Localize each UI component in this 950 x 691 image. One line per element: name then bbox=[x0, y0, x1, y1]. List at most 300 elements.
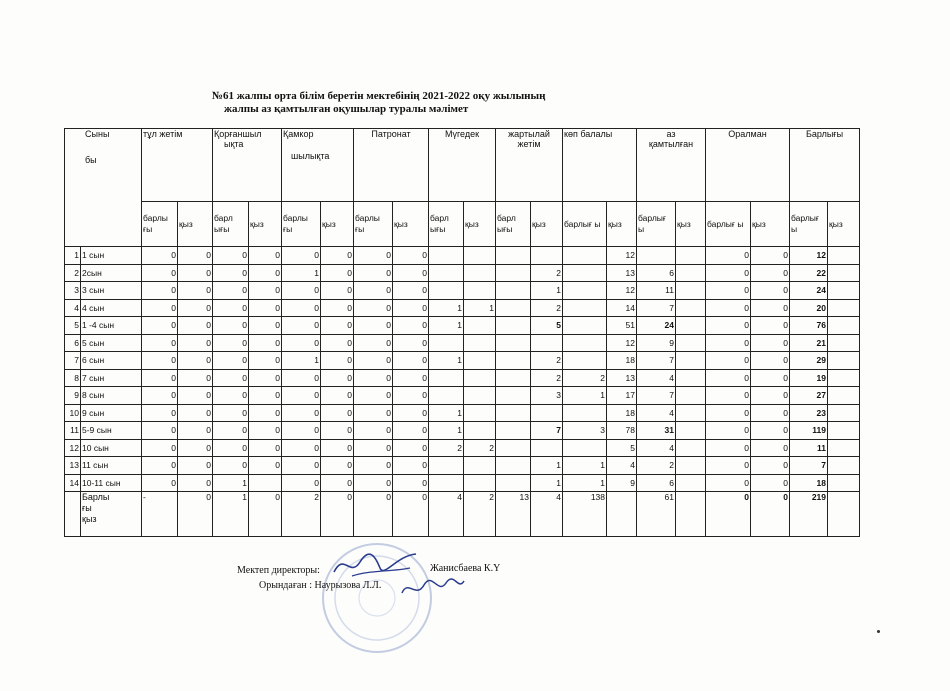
total-cell: 4 bbox=[531, 492, 563, 537]
table-cell: 0 bbox=[751, 247, 790, 265]
table-cell bbox=[531, 334, 563, 352]
row-number: 14 bbox=[65, 474, 81, 492]
table-cell: 0 bbox=[249, 334, 282, 352]
table-cell: 0 bbox=[321, 282, 354, 300]
table-cell: 0 bbox=[393, 334, 429, 352]
table-cell: 1 bbox=[563, 457, 607, 475]
table-cell: 0 bbox=[321, 352, 354, 370]
table-cell bbox=[496, 352, 531, 370]
table-body bbox=[65, 247, 860, 537]
total-cell: 138 bbox=[563, 492, 607, 537]
table-cell: 0 bbox=[751, 369, 790, 387]
table-cell: 4 bbox=[637, 369, 676, 387]
table-cell: 0 bbox=[321, 369, 354, 387]
sub-header-girls: қыз bbox=[321, 202, 354, 247]
table-cell bbox=[429, 334, 464, 352]
table-cell bbox=[676, 352, 706, 370]
table-cell bbox=[563, 317, 607, 335]
table-cell: 0 bbox=[751, 387, 790, 405]
table-cell: 0 bbox=[354, 387, 393, 405]
table-cell bbox=[429, 282, 464, 300]
table-cell: 0 bbox=[393, 282, 429, 300]
table-cell: 0 bbox=[178, 334, 213, 352]
table-cell: 0 bbox=[354, 352, 393, 370]
table-cell bbox=[676, 474, 706, 492]
table-cell: 0 bbox=[249, 299, 282, 317]
table-cell: 24 bbox=[790, 282, 828, 300]
sub-header-girls: қыз bbox=[464, 202, 496, 247]
table-cell: 0 bbox=[393, 247, 429, 265]
table-cell: 0 bbox=[142, 282, 178, 300]
total-label bbox=[81, 492, 142, 537]
sub-header-total: барлы ғы bbox=[354, 202, 393, 247]
table-cell: 2 bbox=[429, 439, 464, 457]
table-cell bbox=[676, 317, 706, 335]
total-cell: 0 bbox=[321, 492, 354, 537]
table-row bbox=[65, 369, 860, 387]
table-cell bbox=[676, 334, 706, 352]
total-row-index bbox=[65, 492, 81, 537]
row-number: 9 bbox=[65, 387, 81, 405]
table-cell: 0 bbox=[751, 457, 790, 475]
table-cell: 7 bbox=[637, 299, 676, 317]
table-cell: 12 bbox=[607, 247, 637, 265]
table-cell bbox=[496, 247, 531, 265]
table-cell: 4 bbox=[637, 404, 676, 422]
table-cell: 0 bbox=[213, 387, 249, 405]
table-cell: 13 bbox=[607, 369, 637, 387]
table-cell: 1 bbox=[563, 387, 607, 405]
table-cell: 0 bbox=[751, 334, 790, 352]
group-header-label: Барлығы bbox=[805, 129, 844, 139]
table-cell bbox=[828, 439, 860, 457]
table-cell bbox=[563, 334, 607, 352]
table-row bbox=[65, 317, 860, 335]
table-cell: 12 bbox=[790, 247, 828, 265]
director-name: Жанисбаева К.Ү bbox=[430, 563, 501, 574]
total-cell: 0 bbox=[706, 492, 751, 537]
group-header-label: Мүгедек bbox=[444, 129, 480, 139]
table-cell: 1 bbox=[429, 317, 464, 335]
table-cell bbox=[637, 247, 676, 265]
group-header bbox=[706, 129, 790, 202]
table-cell: 0 bbox=[321, 404, 354, 422]
table-cell: 0 bbox=[282, 387, 321, 405]
table-row bbox=[65, 474, 860, 492]
table-cell: 0 bbox=[178, 264, 213, 282]
table-cell: 11 bbox=[637, 282, 676, 300]
table-cell bbox=[496, 439, 531, 457]
table-cell: 0 bbox=[249, 264, 282, 282]
table-cell: 1 bbox=[531, 457, 563, 475]
table-cell: 0 bbox=[282, 282, 321, 300]
table-cell: 2 bbox=[563, 369, 607, 387]
table-cell: 0 bbox=[354, 369, 393, 387]
table-cell: 0 bbox=[321, 474, 354, 492]
table-cell: 0 bbox=[142, 352, 178, 370]
table-cell: 0 bbox=[321, 387, 354, 405]
table-cell: 21 bbox=[790, 334, 828, 352]
total-cell bbox=[676, 492, 706, 537]
table-cell: 0 bbox=[213, 334, 249, 352]
class-label: 9 сын bbox=[81, 404, 142, 422]
table-cell: 1 bbox=[531, 474, 563, 492]
table-cell bbox=[828, 369, 860, 387]
table-cell: 12 bbox=[607, 334, 637, 352]
table-cell bbox=[429, 457, 464, 475]
total-row bbox=[65, 492, 860, 537]
table-cell: 0 bbox=[751, 264, 790, 282]
table-cell: 0 bbox=[282, 439, 321, 457]
table-cell bbox=[496, 317, 531, 335]
table-cell bbox=[676, 247, 706, 265]
table-cell: 0 bbox=[249, 387, 282, 405]
row-number: 12 bbox=[65, 439, 81, 457]
table-cell bbox=[429, 369, 464, 387]
table-cell bbox=[496, 474, 531, 492]
table-cell: 0 bbox=[213, 369, 249, 387]
table-cell: 0 bbox=[393, 299, 429, 317]
title-line-1: №61 жалпы орта білім беретін мектебінің 2021-2022 оқу жылының bbox=[212, 90, 546, 102]
table-cell: 0 bbox=[393, 474, 429, 492]
table-cell bbox=[563, 352, 607, 370]
table-cell: 0 bbox=[213, 317, 249, 335]
table-cell: 0 bbox=[282, 457, 321, 475]
group-header bbox=[429, 129, 496, 202]
table-cell: 0 bbox=[321, 247, 354, 265]
table-cell: 0 bbox=[282, 299, 321, 317]
row-number: 1 bbox=[65, 247, 81, 265]
table-cell: 1 bbox=[429, 299, 464, 317]
table-cell: 0 bbox=[751, 439, 790, 457]
table-cell: 0 bbox=[706, 457, 751, 475]
table-cell: 0 bbox=[706, 317, 751, 335]
table-cell: 1 bbox=[282, 352, 321, 370]
table-row bbox=[65, 334, 860, 352]
table-cell: 1 bbox=[213, 474, 249, 492]
table-cell: 0 bbox=[249, 439, 282, 457]
table-cell: 1 bbox=[429, 352, 464, 370]
table-cell: 5 bbox=[607, 439, 637, 457]
table-cell bbox=[828, 474, 860, 492]
table-cell: 0 bbox=[354, 299, 393, 317]
table-cell: 1 bbox=[429, 404, 464, 422]
class-label: 7 сын bbox=[81, 369, 142, 387]
table-row bbox=[65, 282, 860, 300]
table-cell: 6 bbox=[637, 264, 676, 282]
table-row bbox=[65, 352, 860, 370]
table-cell: 0 bbox=[142, 299, 178, 317]
row-number: 7 bbox=[65, 352, 81, 370]
table-cell: 0 bbox=[282, 474, 321, 492]
table-cell: 0 bbox=[393, 439, 429, 457]
table-cell: 0 bbox=[178, 422, 213, 440]
class-label: 1 сын bbox=[81, 247, 142, 265]
total-cell: 2 bbox=[464, 492, 496, 537]
table-cell bbox=[496, 404, 531, 422]
table-cell bbox=[531, 404, 563, 422]
table-cell: 0 bbox=[393, 317, 429, 335]
table-cell bbox=[563, 282, 607, 300]
table-cell: 0 bbox=[354, 422, 393, 440]
group-header bbox=[563, 129, 637, 202]
table-cell: 0 bbox=[706, 352, 751, 370]
group-header-label: тұл жетім bbox=[143, 129, 183, 139]
class-label: 11 сын bbox=[81, 457, 142, 475]
table-cell: 6 bbox=[637, 474, 676, 492]
table-cell bbox=[828, 247, 860, 265]
sub-header-girls: қыз bbox=[607, 202, 637, 247]
group-header-label: Қамкор bbox=[283, 129, 314, 139]
table-cell bbox=[464, 247, 496, 265]
sub-header-girls: қыз bbox=[751, 202, 790, 247]
total-label-line: ғы bbox=[82, 503, 92, 513]
total-cell: 0 bbox=[178, 492, 213, 537]
table-cell: 0 bbox=[142, 264, 178, 282]
table-cell: 0 bbox=[178, 457, 213, 475]
table-cell bbox=[464, 334, 496, 352]
table-cell: 0 bbox=[178, 387, 213, 405]
header-row-subs bbox=[65, 202, 860, 247]
table-cell: 0 bbox=[321, 299, 354, 317]
table-cell: 18 bbox=[607, 352, 637, 370]
table-cell: 0 bbox=[213, 404, 249, 422]
table-cell: 0 bbox=[393, 369, 429, 387]
table-cell: 12 bbox=[607, 282, 637, 300]
table-cell: 1 bbox=[531, 282, 563, 300]
table-cell: 2 bbox=[531, 369, 563, 387]
sub-header-total: барлығ ы bbox=[563, 202, 607, 247]
table-cell: 0 bbox=[321, 422, 354, 440]
table-cell bbox=[496, 264, 531, 282]
sub-header-total: барлығ ы bbox=[790, 202, 828, 247]
table-cell bbox=[531, 439, 563, 457]
total-cell: 0 bbox=[249, 492, 282, 537]
table-cell: 0 bbox=[249, 369, 282, 387]
group-header bbox=[213, 129, 282, 202]
table-cell bbox=[464, 352, 496, 370]
class-label: 1 -4 сын bbox=[81, 317, 142, 335]
table-cell bbox=[676, 264, 706, 282]
table-cell bbox=[563, 404, 607, 422]
table-cell: 23 bbox=[790, 404, 828, 422]
sub-header-girls: қыз bbox=[828, 202, 860, 247]
sub-header-girls: қыз bbox=[531, 202, 563, 247]
table-cell: 0 bbox=[706, 264, 751, 282]
table-cell: 0 bbox=[142, 422, 178, 440]
table-cell: 2 bbox=[531, 264, 563, 282]
table-cell bbox=[464, 264, 496, 282]
table-cell: 0 bbox=[354, 264, 393, 282]
table-cell bbox=[828, 299, 860, 317]
table-cell: 0 bbox=[178, 247, 213, 265]
table-cell bbox=[676, 457, 706, 475]
table-cell: 24 bbox=[637, 317, 676, 335]
table-cell: 0 bbox=[751, 474, 790, 492]
table-cell: 0 bbox=[282, 369, 321, 387]
table-cell bbox=[563, 439, 607, 457]
table-cell: 1 bbox=[282, 264, 321, 282]
table-cell: 0 bbox=[249, 352, 282, 370]
table-row bbox=[65, 439, 860, 457]
table-cell bbox=[828, 317, 860, 335]
class-label: 4 сын bbox=[81, 299, 142, 317]
table-cell: 3 bbox=[531, 387, 563, 405]
class-label: 5 сын bbox=[81, 334, 142, 352]
group-header-label: Қорғаншыл bbox=[214, 129, 262, 139]
table-cell: 5 bbox=[531, 317, 563, 335]
class-label: 8 сын bbox=[81, 387, 142, 405]
table-cell bbox=[676, 282, 706, 300]
table-cell: 0 bbox=[142, 457, 178, 475]
table-cell: 0 bbox=[213, 299, 249, 317]
table-cell: 0 bbox=[178, 282, 213, 300]
table-cell: 0 bbox=[751, 352, 790, 370]
table-cell bbox=[828, 404, 860, 422]
document-title bbox=[212, 90, 732, 116]
sub-header-total: барлығ ы bbox=[706, 202, 751, 247]
group-header-label-2: жетім bbox=[517, 139, 541, 149]
total-cell: 0 bbox=[354, 492, 393, 537]
table-cell: 78 bbox=[607, 422, 637, 440]
table-cell: 0 bbox=[178, 404, 213, 422]
table-row bbox=[65, 422, 860, 440]
group-header-label-2: ықта bbox=[224, 139, 244, 149]
table-cell: 76 bbox=[790, 317, 828, 335]
table-cell: 1 bbox=[429, 422, 464, 440]
table-row bbox=[65, 404, 860, 422]
table-cell: 0 bbox=[706, 474, 751, 492]
class-header-line-2: бы bbox=[85, 155, 97, 165]
table-cell: 0 bbox=[282, 422, 321, 440]
table-cell: 9 bbox=[637, 334, 676, 352]
row-number: 6 bbox=[65, 334, 81, 352]
table-cell bbox=[464, 422, 496, 440]
table-cell: 0 bbox=[249, 317, 282, 335]
group-header-label: Оралман bbox=[728, 129, 767, 139]
table-cell: 0 bbox=[213, 457, 249, 475]
table-cell bbox=[676, 387, 706, 405]
table-cell: 0 bbox=[142, 404, 178, 422]
sub-header-total: барл ығы bbox=[496, 202, 531, 247]
table-cell: 0 bbox=[354, 317, 393, 335]
table-cell bbox=[496, 457, 531, 475]
executor-signature-icon bbox=[398, 575, 468, 603]
class-column-header bbox=[65, 129, 142, 247]
class-label: 3 сын bbox=[81, 282, 142, 300]
table-cell: 0 bbox=[178, 369, 213, 387]
table-cell bbox=[676, 299, 706, 317]
table-cell: 22 bbox=[790, 264, 828, 282]
table-cell bbox=[828, 264, 860, 282]
table-cell bbox=[828, 422, 860, 440]
table-cell: 0 bbox=[751, 404, 790, 422]
table-cell: 0 bbox=[178, 317, 213, 335]
table-cell: 20 bbox=[790, 299, 828, 317]
table-cell: 3 bbox=[563, 422, 607, 440]
speck bbox=[877, 630, 880, 633]
class-label: 5-9 сын bbox=[81, 422, 142, 440]
table-cell: 0 bbox=[178, 299, 213, 317]
table-cell: 0 bbox=[249, 422, 282, 440]
table-cell: 0 bbox=[706, 439, 751, 457]
class-label: 10 сын bbox=[81, 439, 142, 457]
row-number: 10 bbox=[65, 404, 81, 422]
table-cell: 18 bbox=[790, 474, 828, 492]
total-cell: 219 bbox=[790, 492, 828, 537]
row-number: 4 bbox=[65, 299, 81, 317]
table-cell bbox=[531, 247, 563, 265]
table-cell: 0 bbox=[706, 387, 751, 405]
table-cell: 9 bbox=[607, 474, 637, 492]
sub-header-girls: қыз bbox=[178, 202, 213, 247]
table-cell: 0 bbox=[393, 422, 429, 440]
total-label-line: Барлы bbox=[82, 492, 110, 502]
sub-header-girls: қыз bbox=[676, 202, 706, 247]
table-cell: 13 bbox=[607, 264, 637, 282]
group-header-label: жартылай bbox=[508, 129, 550, 139]
table-cell: 27 bbox=[790, 387, 828, 405]
table-cell: 0 bbox=[282, 247, 321, 265]
table-cell: 0 bbox=[213, 352, 249, 370]
table-cell: 0 bbox=[706, 299, 751, 317]
row-number: 8 bbox=[65, 369, 81, 387]
table-cell: 11 bbox=[790, 439, 828, 457]
total-label-line: қыз bbox=[82, 514, 97, 524]
group-header bbox=[496, 129, 563, 202]
table-cell: 0 bbox=[354, 404, 393, 422]
table-cell: 0 bbox=[142, 387, 178, 405]
table-cell bbox=[563, 264, 607, 282]
table-cell bbox=[464, 282, 496, 300]
table-row bbox=[65, 387, 860, 405]
table-cell: 19 bbox=[790, 369, 828, 387]
table-cell: 0 bbox=[142, 247, 178, 265]
table-cell: 0 bbox=[282, 404, 321, 422]
row-number: 5 bbox=[65, 317, 81, 335]
class-label: 6 сын bbox=[81, 352, 142, 370]
table-row bbox=[65, 457, 860, 475]
group-header-label: аз bbox=[666, 129, 676, 139]
class-header-line-1: Сыны bbox=[85, 129, 110, 139]
table-cell: 0 bbox=[354, 282, 393, 300]
table-cell: 0 bbox=[751, 422, 790, 440]
table-cell bbox=[429, 247, 464, 265]
table-cell: 0 bbox=[282, 317, 321, 335]
table-cell: 2 bbox=[531, 299, 563, 317]
table-cell: 4 bbox=[637, 439, 676, 457]
table-cell: 31 bbox=[637, 422, 676, 440]
group-header bbox=[282, 129, 354, 202]
table-cell: 2 bbox=[637, 457, 676, 475]
table-cell bbox=[429, 264, 464, 282]
group-header-label-2: шылықта bbox=[291, 151, 330, 161]
table-cell: 119 bbox=[790, 422, 828, 440]
table-cell: 0 bbox=[393, 457, 429, 475]
table-cell: 0 bbox=[706, 334, 751, 352]
table-cell: 0 bbox=[213, 264, 249, 282]
group-header bbox=[637, 129, 706, 202]
table-cell bbox=[496, 369, 531, 387]
table-row bbox=[65, 247, 860, 265]
table-cell bbox=[676, 422, 706, 440]
class-label: 10-11 сын bbox=[81, 474, 142, 492]
table-cell: 1 bbox=[464, 299, 496, 317]
table-cell: 0 bbox=[751, 299, 790, 317]
sub-header-total: барл ығы bbox=[213, 202, 249, 247]
table-cell: 0 bbox=[249, 457, 282, 475]
total-cell: 1 bbox=[213, 492, 249, 537]
